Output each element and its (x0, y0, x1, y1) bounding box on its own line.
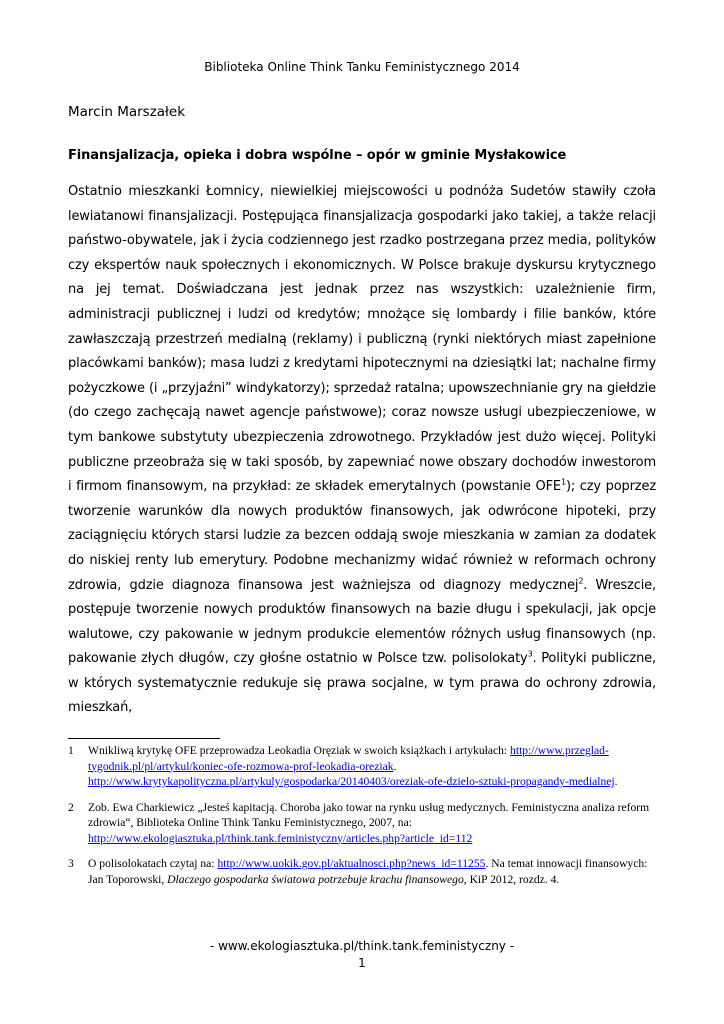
footnote-body: , KiP 2012, rozdz. 4. (463, 872, 560, 886)
footnote-body: O polisolokatach czytaj na: (88, 857, 218, 870)
footnote-1 (68, 743, 658, 790)
body-paragraph (68, 180, 656, 721)
book-title: Dlaczego gospodarka światowa potrzebuje krachu finansowego (167, 872, 464, 886)
footnote-link[interactable]: http://www.ekologiasztuka.pl/think.tank.feministyczny/articles.php?article_id=112 (88, 831, 473, 845)
footnote-separator-text: . (393, 759, 397, 773)
footnote-number: 3 (68, 857, 74, 870)
footnote-2 (68, 800, 658, 847)
body-text-part: ); czy poprzez tworzenie warunków dla nowych produktów finansowych, jak odwrócone hipoteki, przy zaciągnięciu których starsi ludzie za bezcen oddają swoje mieszkania w zamian za dodatek do niskiej renty lub emerytury. Podobne mechanizmy widać również w reformach ochrony zdrowia, gdzie diagnoza finansowa jest ważniejsza od diagnozy medycznej (68, 479, 656, 593)
footnote-number: 2 (68, 800, 74, 814)
footnote-link[interactable]: http://www.przeglad-tygodnik.pl/pl/artykul/koniec-ofe-rozmowa-prof-leokadia-oreziak (88, 744, 609, 773)
footnote-3 (68, 856, 658, 887)
body-text-part: . Wreszcie, postępuje tworzenie nowych produktów finansowych na bazie długu i spekulacji, jak opcje walutowe, czy pakowanie w jednym produkcie elementów różnych usług finansowych (np. pakowanie złych długów, czy głośne ostatnio w Polsce tzw. polisolokaty (68, 577, 656, 667)
body-text-part: Ostatnio mieszkanki Łomnicy, niewielkiej miejscowości u podnóża Sudetów stawiły czoła lewiatanowi finansjalizacji. Postępująca finansjalizacja gospodarki jako takiej, a także relacji państwo-obywatele, jak i życia codziennego jest rzadko postrzegana przez media, polityków czy ekspertów nauk społecznych i ekonomicznych. W Polsce brakuje dyskursu krytycznego na jej temat. Doświadczana jest jednak przez nas wszystkich: uzależnienie firm, administracji publicznej i ludzi od kredytów; mnożące się lombardy i filie banków, które zawłaszczają przestrzeń medialną (reklamy) i publiczną (rynki niektórych miast zapełnione placówkami banków); masa ludzi z kredytami hipotecznymi na dziesiątki lat; nachalne firmy pożyczkowe (i „przyjaźni” windykatorzy); sprzedaż ratalna; upowszechnianie gry na giełdzie (do czego zachęcają nawet agencje państwowe); coraz nowsze usługi ubezpieczeniowe, w tym bankowe substytuty ubezpieczenia zdrowotnego. Przykładów jest dużo więcej. Polityki publiczne przeobraża się w taki sposób, by zapewniać nowe obszary dochodów inwestorom i firmom finansowym, na przykład: ze składek emerytalnych (powstanie OFE (68, 184, 656, 495)
footnote-end: . (614, 775, 618, 788)
footnote-text (88, 800, 658, 847)
page-number: 1 (358, 956, 366, 970)
footnote-separator (68, 738, 220, 739)
author-name: Marcin Marszałek (68, 104, 186, 120)
footnote-body: . Na temat innowacji finansowych: Jan Toporowski, (88, 857, 648, 886)
footnote-text (88, 743, 658, 790)
page-footer (0, 938, 724, 972)
page-header: Biblioteka Online Think Tanku Feministycznego 2014 (204, 60, 520, 74)
footnote-text (88, 856, 658, 887)
footnote-ref-1[interactable]: 1 (560, 477, 566, 487)
body-text-part: . Polityki publiczne, w których systematycznie redukuje się prawa socjalne, w tym prawa do ochrony zdrowia, mieszkań, (68, 651, 656, 716)
footnote-ref-3[interactable]: 3 (527, 649, 533, 659)
footnote-body: Wnikliwą krytykę OFE przeprowadza Leokadia Oręziak w swoich książkach i artykułach: (88, 744, 511, 757)
footnote-link[interactable]: http://www.uokik.gov.pl/aktualnosci.php?news_id=11255 (217, 857, 486, 870)
footnote-number: 1 (68, 744, 74, 757)
footnotes (68, 743, 658, 897)
article-title: Finansjalizacja, opieka i dobra wspólne – opór w gminie Mysłakowice (68, 148, 567, 163)
footer-url: - www.ekologiasztuka.pl/think.tank.feministyczny - (209, 939, 515, 953)
footnote-body: Zob. Ewa Charkiewicz „Jesteś kapitacją. Choroba jako towar na rynku usług medycznych. Feministyczna analiza reform zdrowia“, Biblioteka Online Think Tanku Feministycznego, 2007, na: (88, 800, 650, 829)
footnote-ref-2[interactable]: 2 (578, 576, 584, 586)
footnote-link[interactable]: http://www.krytykapolityczna.pl/artykuly/gospodarka/20140403/oreziak-ofe-dzielo-sztuki-propagandy-medialnej (88, 775, 615, 788)
